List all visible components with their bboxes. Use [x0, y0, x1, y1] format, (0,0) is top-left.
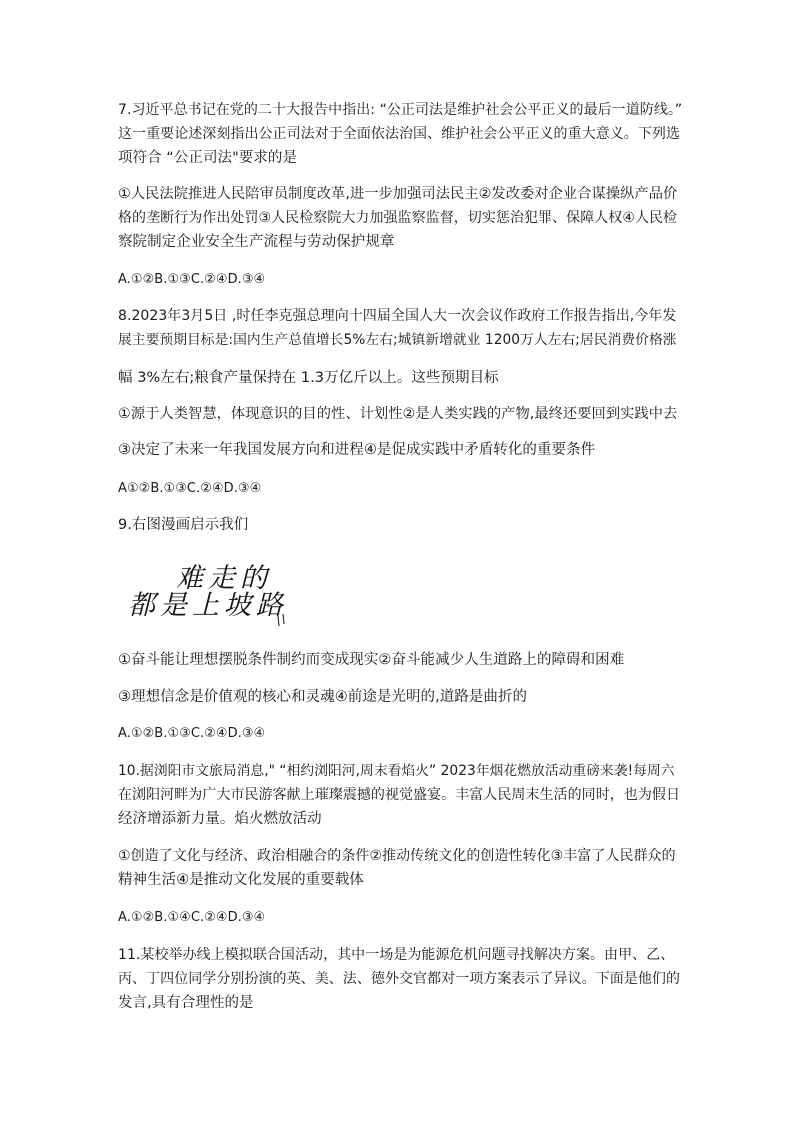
- q11-line-2: 丙、丁四位同学分别扮演的英、美、法、德外交官都对一项方案表示了异议。下面是他们的: [118, 971, 680, 987]
- q7-line-2: 这一重要论述深刻指出公正司法对于全面依法治国、维护社会公平正义的重大意义。下列选: [118, 126, 680, 142]
- q9-title: 9.右图漫画启示我们: [118, 517, 249, 533]
- q10-line-2: 在浏阳河畔为广大市民游客献上璀璨震撼的视觉盛宴。丰富人民周末生活的同时，也为假日: [118, 787, 680, 803]
- scribble-marks: [128, 556, 343, 636]
- q9-statement-1: ①奋斗能让理想摆脱条件制约而变成现实②奋斗能减少人生道路上的障碍和困难: [118, 652, 625, 668]
- q11-line-1: 11.某校举办线上模拟联合国活动，其中一场是为能源危机问题寻找解决方案。由甲、乙、: [118, 947, 675, 963]
- q8-line-3: 幅 3%左右;粮食产量保持在 1.3万亿斤以上。这些预期目标: [118, 370, 499, 386]
- q8-line-2: 展主要预期目标是:国内生产总值增长5%左右;城镇新增就业 1200万人左右;居民消费价格涨: [118, 332, 677, 348]
- q9-statement-2: ③理想信念是价值观的核心和灵魂④前途是光明的,道路是曲折的: [118, 689, 528, 705]
- q7-options: A.①②B.①③C.②④D.③④: [118, 272, 266, 287]
- q10-line-1: 10.据浏阳市文旅局消息," “相约浏阳河,周末看焰火” 2023年烟花燃放活动重磅来袭!每周六: [118, 763, 675, 779]
- q7-statement-1: ①人民法院推进人民陪审员制度改革,进一步加强司法民主②发改委对企业合谋操纵产品价: [118, 186, 678, 202]
- q7-statement-2: 格的垄断行为作出处罚③人民检察院大力加强监察监督，切实惩治犯罪、保障人权④人民检: [118, 210, 678, 226]
- q10-options: A.①②B.①④C.②④D.③④: [118, 910, 266, 925]
- q7-line-3: 项符合 “公正司法"要求的是: [118, 150, 297, 166]
- q7-line-1: 7.习近平总书记在党的二十大报告中指出: “公正司法是维护社会公平正义的最后一道防线。”: [118, 102, 683, 118]
- cartoon-caption-line-1: 难走的: [176, 563, 272, 594]
- q7-statement-3: 察院制定企业安全生产流程与劳动保护规章: [118, 234, 395, 250]
- q8-options: A①②B.①③C.②④D.③④: [118, 481, 262, 496]
- q8-statement-1: ①源于人类智慧，体现意识的目的性、计划性②是人类实践的产物,最终还要回到实践中去: [118, 406, 678, 422]
- q9-options: A.①②B.①③C.②④D.③④: [118, 726, 266, 741]
- q8-line-1: 8.2023年3月5日 ,时任李克强总理向十四届全国人大一次会议作政府工作报告指出,今年发: [118, 308, 677, 324]
- q8-statement-2: ③决定了未来一年我国发展方向和进程④是促成实践中矛盾转化的重要条件: [118, 442, 596, 458]
- q10-statement-2: 精神生活④是推动文化发展的重要载体: [118, 872, 364, 888]
- q10-line-3: 经济增添新力量。焰火燃放活动: [118, 811, 322, 827]
- q10-statement-1: ①创造了文化与经济、政治相融合的条件②推动传统文化的创造性转化③丰富了人民群众的: [118, 848, 676, 864]
- cartoon-image: [128, 556, 343, 636]
- q11-line-3: 发言,具有合理性的是: [118, 995, 254, 1011]
- cartoon-caption-line-2: 都是上坡路: [128, 590, 288, 621]
